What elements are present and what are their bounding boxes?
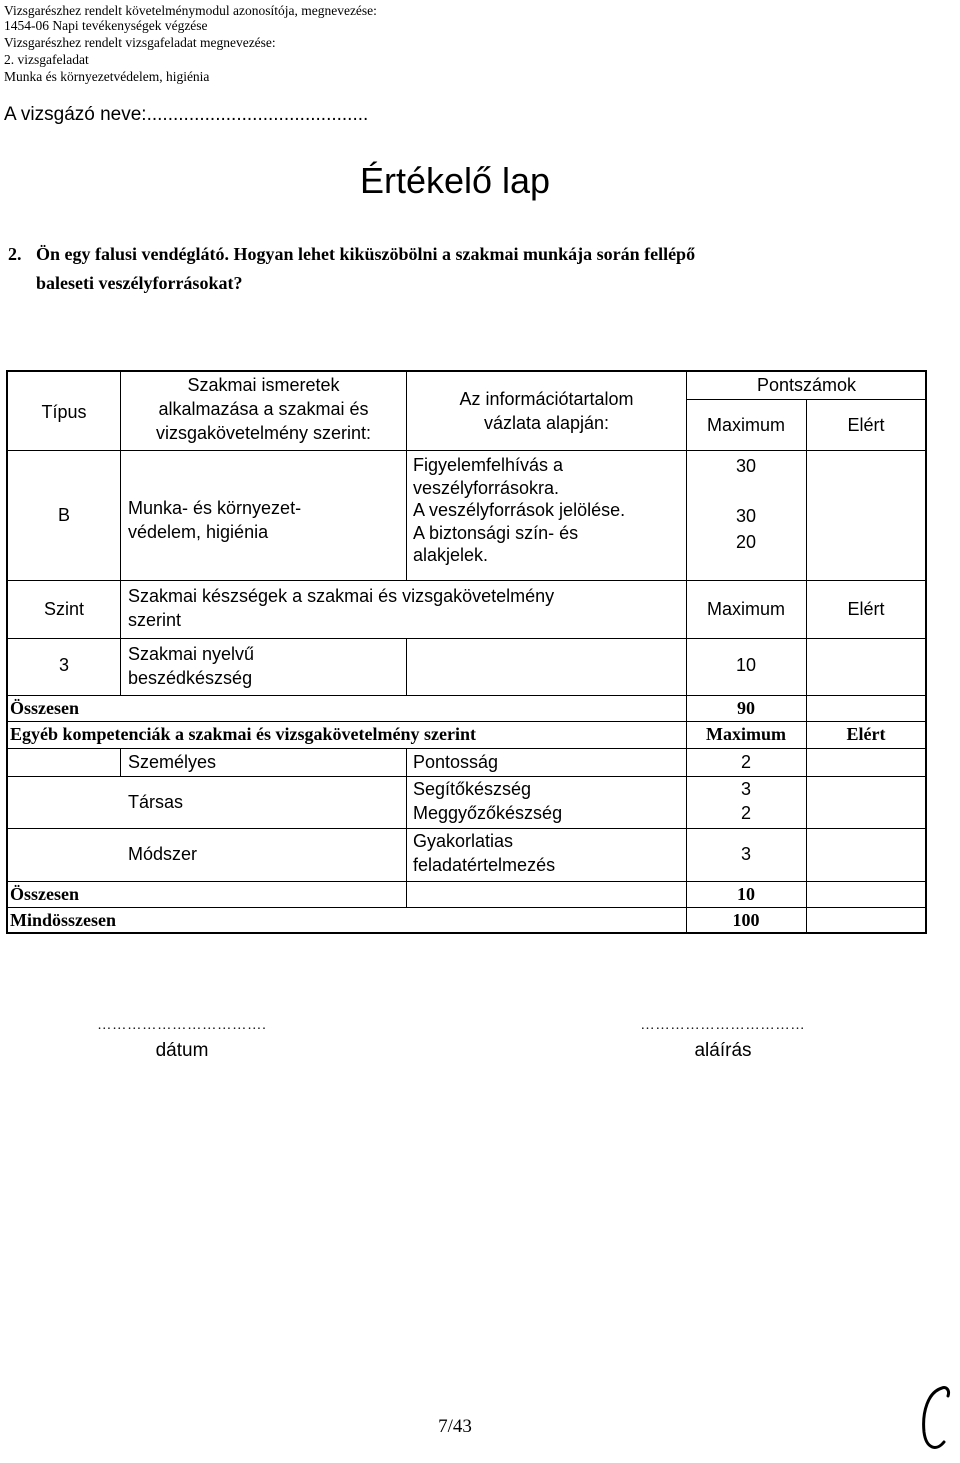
signature-label: aláírás: [694, 1040, 752, 1061]
info-item-3-max: 20: [735, 532, 757, 552]
pontszamok-header: Pontszámok: [756, 375, 857, 395]
header-line-module-name: 1454-06 Napi tevékenységek végzése: [4, 18, 208, 33]
info-item-3-line1: A biztonsági szín- és: [413, 522, 579, 543]
skills-header-line1: Szakmai készségek a szakmai és vizsgakövetelmény: [128, 586, 555, 606]
info-item-1-line2: veszélyforrásokra.: [413, 477, 560, 498]
szint-value: 3: [58, 655, 69, 675]
other-competencies-header: Egyéb kompetenciák a szakmai és vizsgakövetelmény szerint: [10, 724, 476, 744]
skill-max: 10: [735, 655, 757, 675]
knowledge-topic: [128, 496, 406, 544]
knowledge-header-line2: alkalmazása a szakmai és: [158, 399, 369, 419]
competency-group-social: Társas: [128, 792, 184, 812]
competency-max-segitokeszseg: 3: [740, 779, 751, 799]
page-title: Értékelő lap: [359, 160, 551, 201]
osszesen-value: 90: [737, 698, 755, 718]
competency-max-social: [686, 777, 806, 825]
other-elert-header: Elért: [846, 724, 886, 744]
competency-max-method: 3: [740, 844, 751, 864]
competency-max-pontossag: 2: [740, 752, 751, 772]
info-item-1-max: 30: [735, 456, 757, 476]
candidate-name-field: A vizsgázó neve:..........................................: [4, 104, 369, 125]
competency-max-meggyozokeszseg: 2: [740, 803, 751, 823]
info-item-1-line1: Figyelemfelhívás a: [413, 455, 564, 475]
mindosszesen-value: 100: [732, 910, 760, 930]
info-item-2-max: 30: [735, 506, 757, 526]
info-items: [413, 454, 686, 567]
competency-group-personal: Személyes: [128, 752, 217, 772]
date-dots: …………………………….: [97, 1018, 267, 1033]
competency-item-meggyozokeszseg: Meggyőzőkészség: [413, 803, 563, 823]
competency-group-method: Módszer: [128, 844, 198, 864]
header-line-task-number: 2. vizsgafeladat: [4, 52, 89, 67]
szint-label: Szint: [43, 599, 85, 619]
osszesen2-label: Összesen: [10, 884, 79, 904]
info-header-line1: Az információtartalom: [459, 389, 634, 409]
tipus-value: B: [57, 505, 70, 525]
signature-dots: ……………………………: [640, 1018, 806, 1033]
question: [8, 240, 908, 298]
other-maximum-header: Maximum: [706, 724, 786, 744]
skills-elert-header: Elért: [847, 599, 885, 619]
skill-name: [128, 642, 406, 690]
osszesen2-value: 10: [737, 884, 755, 904]
skills-header-line2: szerint: [128, 610, 182, 630]
competency-items-method: [413, 829, 686, 877]
date-label: dátum: [155, 1040, 209, 1061]
info-item-2: A veszélyforrások jelölése.: [413, 500, 626, 520]
info-item-3-line2: alakjelek.: [413, 545, 489, 565]
info-header: [407, 387, 686, 435]
mindosszesen-label: Mindösszesen: [10, 910, 117, 930]
knowledge-header-line1: Szakmai ismeretek: [187, 375, 340, 395]
competency-item-feladatertelmezes: feladatértelmezés: [413, 855, 556, 875]
tipus-label: Típus: [41, 402, 87, 422]
competency-item-gyakorlatias: Gyakorlatias: [413, 831, 514, 851]
osszesen-label: Összesen: [10, 698, 79, 718]
skills-maximum-header: Maximum: [706, 599, 785, 619]
competency-item-pontossag: Pontosság: [413, 752, 499, 772]
page-number: 7/43: [438, 1416, 472, 1437]
elert-header: Elért: [847, 415, 885, 435]
competency-item-segitokeszseg: Segítőkészség: [413, 779, 532, 799]
skills-header: [128, 584, 686, 632]
competency-items-social: [413, 777, 686, 825]
knowledge-topic-line1: Munka- és környezet-: [128, 498, 302, 518]
question-number: 2.: [8, 244, 22, 264]
header-line-task-name: Munka és környezetvédelem, higiénia: [4, 69, 210, 84]
header-line-task-label: Vizsgarészhez rendelt vizsgafeladat megnevezése:: [4, 35, 276, 50]
maximum-header: Maximum: [706, 415, 785, 435]
evaluation-table: [6, 370, 927, 934]
header-line-module: Vizsgarészhez rendelt követelménymodul azonosítója, megnevezése:: [4, 3, 377, 18]
knowledge-header: [121, 373, 406, 445]
handwritten-signature-mark: [912, 1382, 958, 1458]
question-text-line1: Ön egy falusi vendéglátó. Hogyan lehet kiküszöbölni a szakmai munkája során fellépő: [36, 244, 696, 264]
knowledge-header-line3: vizsgakövetelmény szerint:: [155, 423, 372, 443]
question-text-line2: baleseti veszélyforrásokat?: [36, 273, 243, 293]
skill-name-line1: Szakmai nyelvű: [128, 644, 255, 664]
knowledge-topic-line2: védelem, higiénia: [128, 522, 269, 542]
skill-name-line2: beszédkészség: [128, 668, 253, 688]
info-header-line2: vázlata alapján:: [483, 413, 610, 433]
